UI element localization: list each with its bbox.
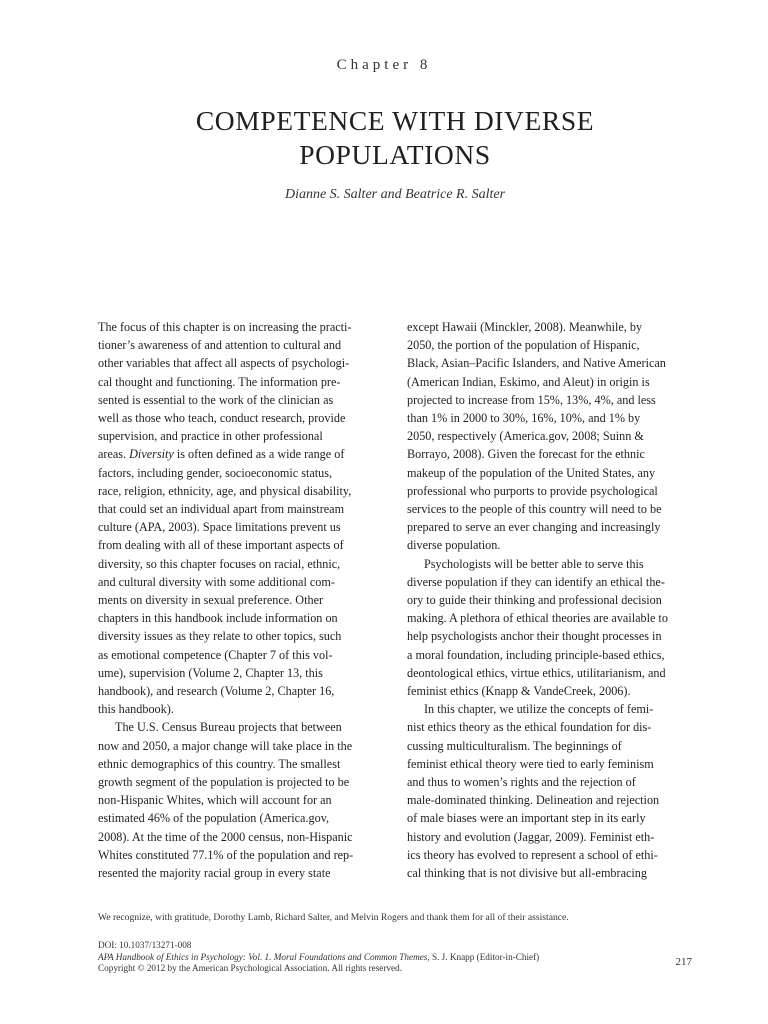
- text-line: sented is essential to the work of the clinician as: [98, 392, 334, 407]
- text-line: from dealing with all of these important aspects of: [98, 538, 344, 553]
- chapter-title-line-1: COMPETENCE WITH DIVERSE: [195, 105, 595, 136]
- text-line: now and 2050, a major change will take place in the: [98, 738, 353, 753]
- text-line: other variables that affect all aspects of psychologi-: [98, 356, 350, 371]
- text-line: The U.S. Census Bureau projects that between: [115, 720, 342, 735]
- text-line: diverse population if they can identify an ethical the-: [407, 574, 665, 589]
- text-line: growth segment of the population is projected to be: [98, 775, 350, 790]
- text-line: this handbook).: [98, 702, 174, 717]
- text-line: tioner’s awareness of and attention to cultural and: [98, 338, 342, 353]
- text-line: feminist ethical theory were tied to early feminism: [407, 756, 654, 771]
- text-line: (American Indian, Eskimo, and Aleut) in origin is: [407, 374, 650, 389]
- text-line: diversity, so this chapter focuses on racial, ethnic,: [98, 556, 341, 571]
- text-line: factors, including gender, socioeconomic status,: [98, 465, 333, 480]
- doi: DOI: 10.1037/13271-008: [98, 940, 192, 950]
- chapter-label: Chapter 8: [336, 57, 432, 73]
- handbook-title: APA Handbook of Ethics in Psychology: Vol. 1. Moral Foundations and Common Themes,: [98, 951, 430, 962]
- text-line: diversity issues as they relate to other topics, such: [98, 629, 342, 644]
- text-line: ory to guide their thinking and professional decision: [407, 593, 662, 608]
- text-line: professional who purports to provide psychological: [407, 483, 658, 498]
- body-column-left: [98, 318, 380, 882]
- text-line: cal thinking that is not divisive but all-embracing: [407, 866, 647, 881]
- text-line: than 1% in 2000 to 30%, 16%, 10%, and 1% by: [407, 411, 641, 426]
- text-line: help psychologists anchor their thought processes in: [407, 629, 662, 644]
- text-line: ethnic demographics of this country. The smallest: [98, 756, 341, 771]
- publication-info: [98, 940, 658, 975]
- text-line: cussing multiculturalism. The beginnings of: [407, 738, 622, 753]
- text-line: The focus of this chapter is on increasing the practi-: [98, 320, 352, 334]
- text-line: deontological ethics, virtue ethics, utilitarianism, and: [407, 665, 666, 680]
- text-line: Borrayo, 2008). Given the forecast for the ethnic: [407, 447, 645, 462]
- text-line: except Hawaii (Minckler, 2008). Meanwhile, by: [407, 320, 643, 334]
- text-line: of male biases were an important step in its early: [407, 811, 646, 826]
- copyright: Copyright © 2012 by the American Psychological Association. All rights reserved.: [98, 963, 402, 974]
- text-line: culture (APA, 2003). Space limitations prevent us: [98, 520, 341, 535]
- authors: Dianne S. Salter and Beatrice R. Salter: [284, 187, 506, 202]
- text-line: resented the majority racial group in every state: [98, 866, 331, 881]
- text-line: and thus to women’s rights and the rejection of: [407, 775, 636, 790]
- text-line: as emotional competence (Chapter 7 of this vol-: [98, 647, 333, 662]
- text-line: handbook), and research (Volume 2, Chapter 16,: [98, 684, 335, 699]
- text-line: 2050, respectively (America.gov, 2008; Suinn &: [407, 429, 644, 444]
- text-line: that could set an individual apart from mainstream: [98, 502, 345, 517]
- page-number: 217: [675, 956, 692, 968]
- text-line: ments on diversity in sexual preference. Other: [98, 593, 324, 608]
- text-line: Black, Asian–Pacific Islanders, and Native American: [407, 356, 666, 371]
- text-line: supervision, and practice in other professional: [98, 429, 323, 444]
- text-line: chapters in this handbook include information on: [98, 611, 338, 626]
- text-line: 2050, the portion of the population of Hispanic,: [407, 338, 640, 353]
- text-line: well as those who teach, conduct research, provide: [98, 411, 346, 426]
- text-line: non-Hispanic Whites, which will account for an: [98, 793, 332, 808]
- text-line: ics theory has evolved to represent a school of ethi-: [407, 847, 658, 862]
- text-line: areas. Diversity is often defined as a wide range of: [98, 447, 345, 462]
- handbook-editor: S. J. Knapp (Editor-in-Chief): [429, 951, 540, 962]
- body-column-right: [407, 318, 689, 882]
- text-line: prepared to serve an ever changing and increasingly: [407, 520, 661, 535]
- acknowledgment-footnote: We recognize, with gratitude, Dorothy Lamb, Richard Salter, and Melvin Rogers and thank them for all of their assistance.: [98, 912, 569, 923]
- text-line: a moral foundation, including principle-based ethics,: [407, 647, 665, 662]
- text-line: estimated 46% of the population (America.gov,: [98, 811, 330, 826]
- handbook-citation: [98, 952, 658, 964]
- text-line: Whites constituted 77.1% of the population and rep-: [98, 847, 354, 862]
- chapter-title-line-2: POPULATIONS: [299, 139, 491, 170]
- text-line: ume), supervision (Volume 2, Chapter 13, this: [98, 665, 323, 680]
- text-line: Psychologists will be better able to serve this: [424, 556, 644, 571]
- chapter-title: [150, 104, 640, 172]
- text-line: nist ethics theory as the ethical foundation for dis-: [407, 720, 652, 735]
- text-line: 2008). At the time of the 2000 census, non-Hispanic: [98, 829, 353, 844]
- text-line: projected to increase from 15%, 13%, 4%, and less: [407, 392, 656, 407]
- text-line: diverse population.: [407, 538, 501, 553]
- text-line: making. A plethora of ethical theories are available to: [407, 611, 668, 626]
- text-line: history and evolution (Jaggar, 2009). Feminist eth-: [407, 829, 655, 844]
- text-line: cal thought and functioning. The information pre-: [98, 374, 341, 389]
- text-line: feminist ethics (Knapp & VandeCreek, 2006).: [407, 684, 631, 699]
- text-line: race, religion, ethnicity, age, and physical disability,: [98, 483, 352, 498]
- text-line: makeup of the population of the United States, any: [407, 465, 656, 480]
- text-line: services to the people of this country will need to be: [407, 502, 662, 517]
- text-line: In this chapter, we utilize the concepts of femi-: [424, 702, 654, 717]
- text-line: male-dominated thinking. Delineation and rejection: [407, 793, 660, 808]
- text-line: and cultural diversity with some additional com-: [98, 574, 335, 589]
